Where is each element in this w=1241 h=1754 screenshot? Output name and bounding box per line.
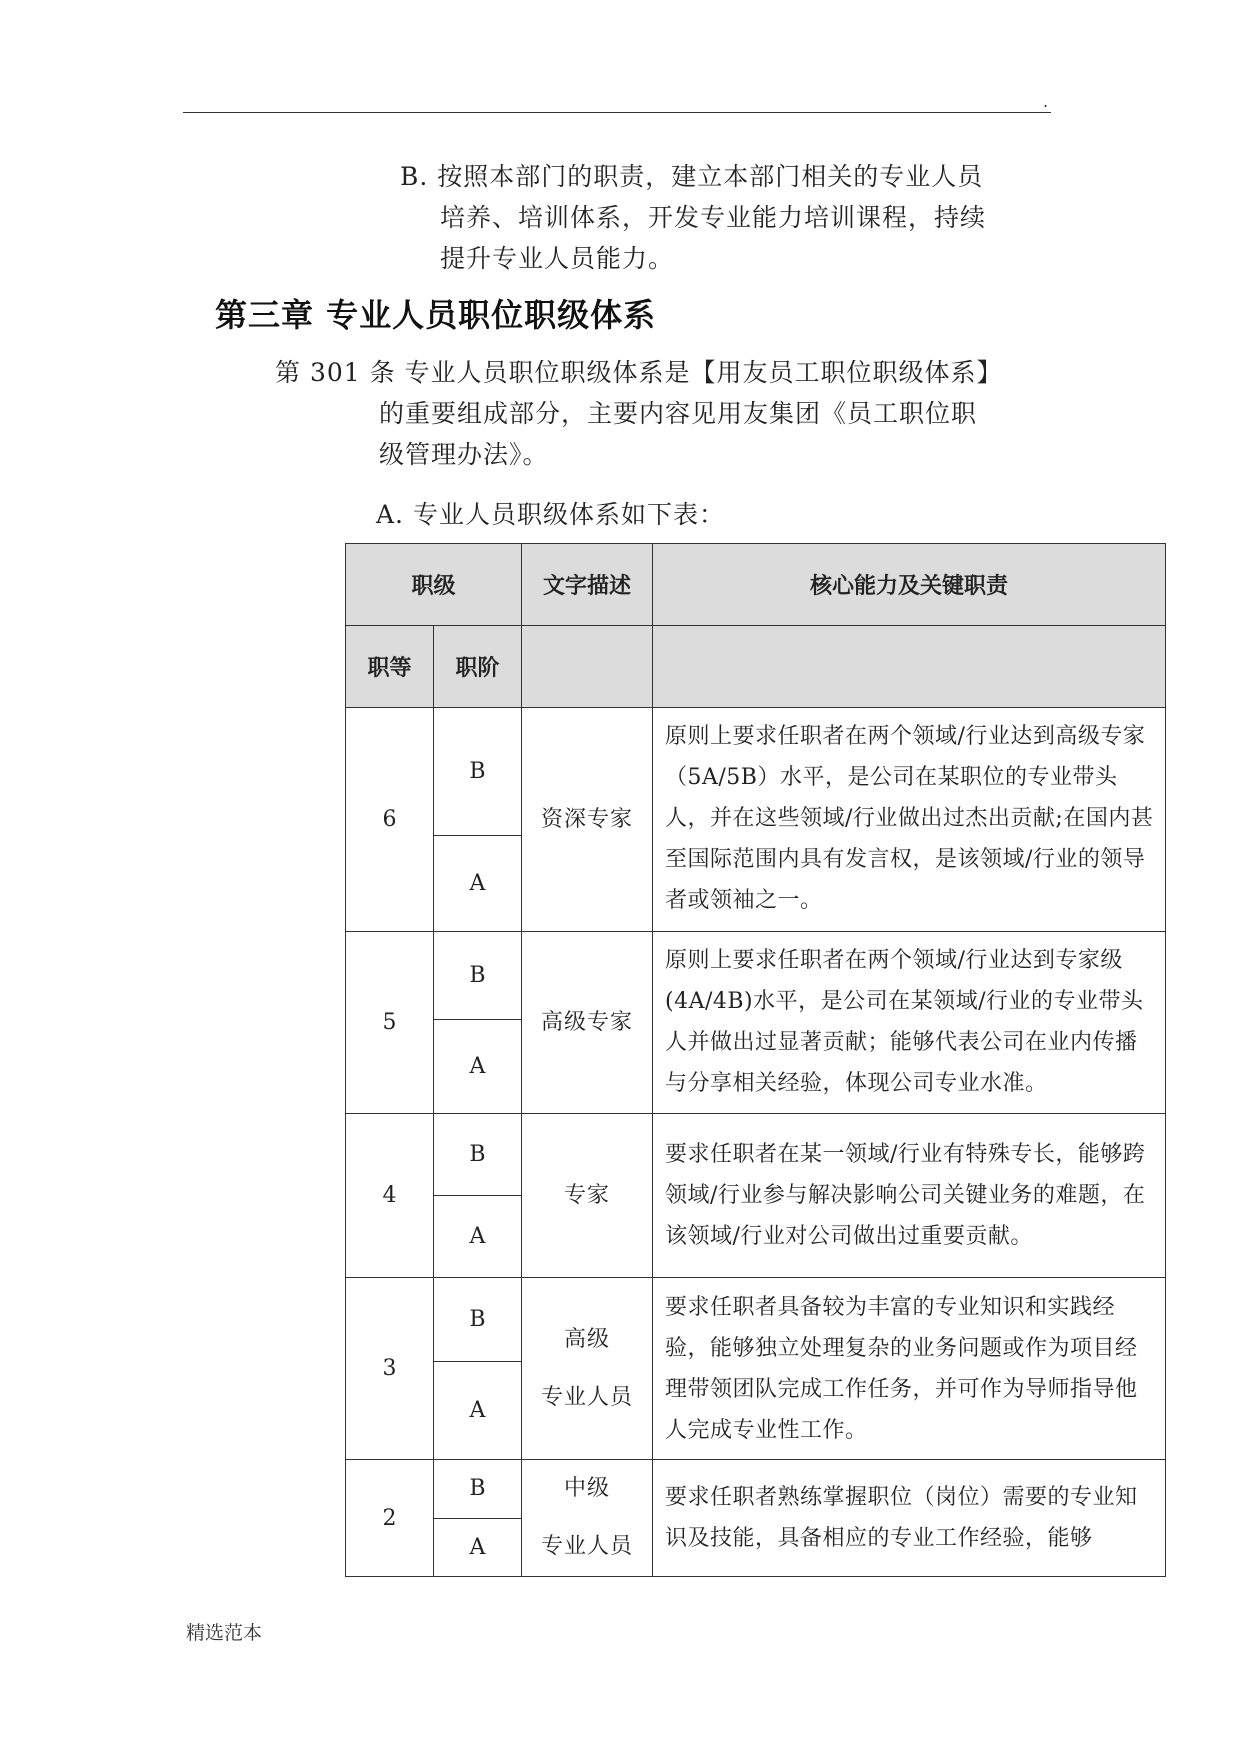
title-cell	[522, 1460, 653, 1577]
desc-cell: 要求任职者具备较为丰富的专业知识和实践经验，能够独立处理复杂的业务问题或作为项目经理带领团队完成工作任务，并可作为导师指导他人完成专业性工作。	[653, 1278, 1166, 1460]
article-301-line-1: 第 301 条 专业人员职位职级体系是【用友员工职位职级体系】	[275, 358, 1003, 387]
step-cell: B	[434, 708, 522, 836]
grade-cell: 4	[346, 1114, 434, 1278]
step-cell: A	[434, 1362, 522, 1460]
table-row	[346, 1114, 1166, 1196]
table-row	[346, 932, 1166, 1020]
title-line: 专业人员	[540, 1384, 633, 1410]
table-row	[346, 708, 1166, 836]
header-step: 职阶	[434, 626, 522, 708]
grade-cell: 6	[346, 708, 434, 932]
title-cell: 专家	[522, 1114, 653, 1278]
header-level: 职级	[346, 544, 522, 626]
article-301	[275, 352, 1075, 475]
header-description: 文字描述	[522, 544, 653, 626]
step-cell: A	[434, 1020, 522, 1114]
header-grade: 职等	[346, 626, 434, 708]
paragraph-b-line-2: 培养、培训体系，开发专业能力培训课程，持续	[440, 203, 987, 232]
title-line: 中级	[563, 1476, 610, 1501]
step-cell: B	[434, 1460, 522, 1519]
desc-cell: 原则上要求任职者在两个领域/行业达到专家级(4A/4B)水平，是公司在某领域/行业的专业带头人并做出过显著贡献；能够代表公司在业内传播与分享相关经验，体现公司专业水准。	[653, 932, 1166, 1114]
title-cell: 资深专家	[522, 708, 653, 932]
table-row	[346, 1278, 1166, 1362]
paragraph-b-line-3: 提升专业人员能力。	[440, 244, 675, 273]
grade-cell: 2	[346, 1460, 434, 1577]
step-cell: A	[434, 1518, 522, 1577]
chapter-title: 第三章 专业人员职位职级体系	[215, 296, 657, 334]
step-cell: B	[434, 1278, 522, 1362]
paragraph-b	[400, 156, 1060, 279]
title-line: 专业人员	[540, 1534, 633, 1559]
step-cell: B	[434, 1114, 522, 1196]
step-cell: A	[434, 1196, 522, 1278]
desc-cell: 原则上要求任职者在两个领域/行业达到高级专家（5A/5B）水平，是公司在某职位的专业带头人，并在这些领域/行业做出过杰出贡献;在国内甚至国际范围内具有发言权，是该领域/行业的领导者或领袖之一。	[653, 708, 1166, 932]
header-core: 核心能力及关键职责	[653, 544, 1166, 626]
desc-cell: 要求任职者在某一领域/行业有特殊专长，能够跨领域/行业参与解决影响公司关键业务的难题，在该领域/行业对公司做出过重要贡献。	[653, 1114, 1166, 1278]
header-dot: .	[1043, 92, 1049, 111]
title-cell: 高级专家	[522, 932, 653, 1114]
grade-cell: 5	[346, 932, 434, 1114]
table-header-row	[346, 544, 1166, 626]
header-rule	[183, 112, 1051, 113]
article-301-line-2: 的重要组成部分，主要内容见用友集团《员工职位职	[379, 399, 978, 428]
paragraph-b-line-1: B. 按照本部门的职责，建立本部门相关的专业人员	[400, 162, 984, 191]
footer-text: 精选范本	[186, 1622, 263, 1644]
desc-cell: 要求任职者熟练掌握职位（岗位）需要的专业知识及技能，具备相应的专业工作经验，能够	[653, 1460, 1166, 1577]
title-line: 高级	[563, 1326, 610, 1352]
step-cell: B	[434, 932, 522, 1020]
step-cell: A	[434, 836, 522, 932]
article-301-line-3: 级管理办法》。	[379, 440, 549, 469]
grade-cell: 3	[346, 1278, 434, 1460]
table-row	[346, 1460, 1166, 1519]
header-empty	[522, 626, 653, 708]
level-table	[345, 543, 1166, 1577]
title-cell	[522, 1278, 653, 1460]
header-empty	[653, 626, 1166, 708]
table-subheader-row	[346, 626, 1166, 708]
paragraph-a: A. 专业人员职级体系如下表：	[376, 500, 725, 529]
